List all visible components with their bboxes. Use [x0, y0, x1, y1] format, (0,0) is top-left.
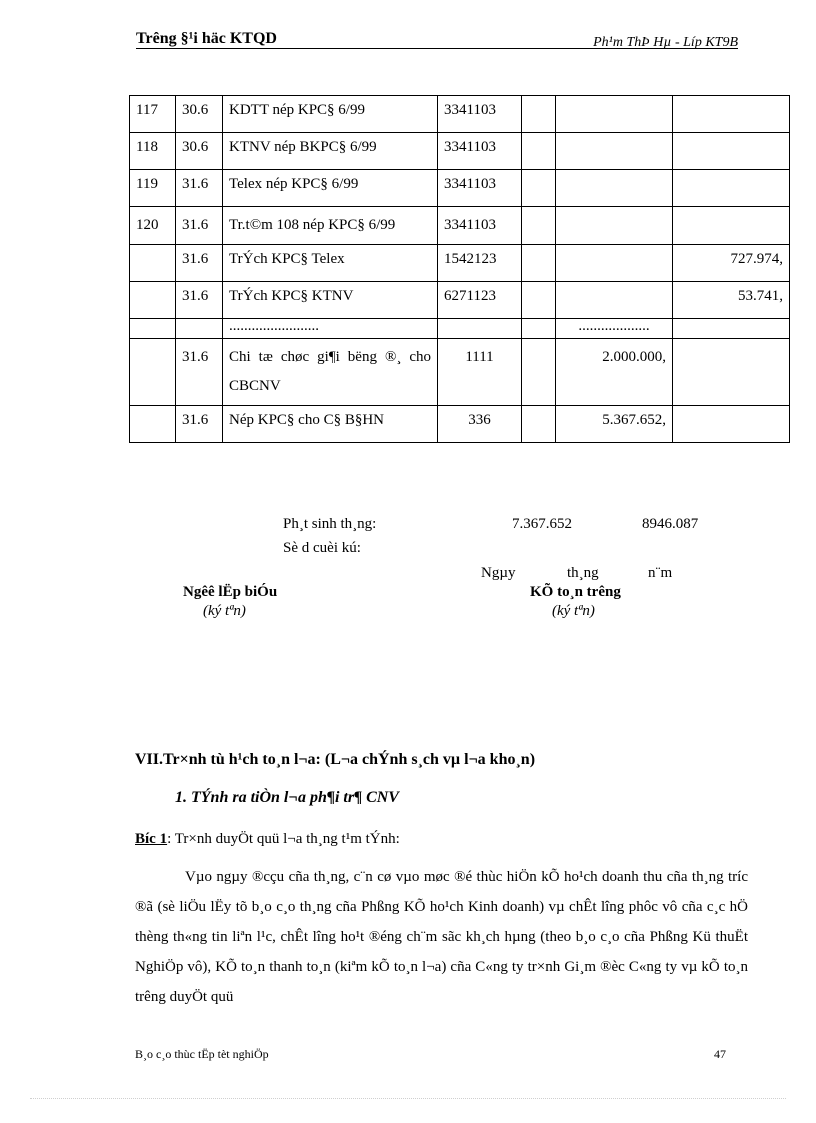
cell-row-no — [130, 406, 176, 443]
date-year: n¨m — [648, 565, 673, 581]
cell-account: 3341103 — [438, 96, 522, 133]
totals-label: Ph¸t sinh th¸ng: — [283, 516, 377, 532]
cell-date: 31.6 — [176, 245, 223, 282]
cell-description: ........................ — [223, 319, 438, 339]
cell-blank — [522, 207, 556, 245]
chief-accountant-title: KÕ to¸n trêng — [530, 584, 621, 600]
cell-debit: ................... — [556, 319, 673, 339]
section-subtitle: 1. TÝnh ra tiÒn l¬a ph¶i tr¶ CNV — [175, 789, 399, 806]
cell-account — [438, 319, 522, 339]
cell-credit: 53.741, — [673, 282, 790, 319]
ledger-row — [130, 133, 790, 170]
cell-account: 3341103 — [438, 133, 522, 170]
cell-debit — [556, 245, 673, 282]
cell-description: Tr.t©m 108 nép KPC§ 6/99 — [223, 207, 438, 245]
step-label: Bíc 1 — [135, 831, 168, 847]
cell-description: KTNV nép BKPC§ 6/99 — [223, 133, 438, 170]
cell-row-no: 118 — [130, 133, 176, 170]
cell-description: TrÝch KPC§ Telex — [223, 245, 438, 282]
ledger-row — [130, 406, 790, 443]
cell-date: 30.6 — [176, 96, 223, 133]
ledger-row — [130, 245, 790, 282]
cell-blank — [522, 406, 556, 443]
ledger-body — [130, 96, 790, 443]
cell-debit: 2.000.000, — [556, 339, 673, 406]
cell-date — [176, 319, 223, 339]
cell-date: 31.6 — [176, 282, 223, 319]
ledger-row — [130, 170, 790, 207]
cell-description: Nép KPC§ cho C§ B§HN — [223, 406, 438, 443]
cell-debit — [556, 133, 673, 170]
cell-credit — [673, 319, 790, 339]
header-school: Trêng §¹i häc KTQD — [136, 30, 277, 47]
cell-row-no — [130, 245, 176, 282]
cell-credit — [673, 96, 790, 133]
cell-credit — [673, 339, 790, 406]
preparer-title: Ngêê lËp biÓu — [183, 584, 278, 600]
cell-credit: 727.974, — [673, 245, 790, 282]
step-text: : Tr×nh duyÖt quü l¬a th¸ng t¹m tÝnh: — [167, 831, 400, 847]
cell-account: 3341103 — [438, 170, 522, 207]
cell-credit — [673, 406, 790, 443]
cell-date: 31.6 — [176, 339, 223, 406]
cell-debit — [556, 207, 673, 245]
footer-title: B¸o c¸o thùc tËp tèt nghiÖp — [135, 1047, 269, 1061]
cell-credit — [673, 207, 790, 245]
ledger-table — [129, 95, 790, 443]
cell-row-no: 117 — [130, 96, 176, 133]
cell-account: 3341103 — [438, 207, 522, 245]
header-rule — [136, 48, 738, 49]
cell-row-no: 119 — [130, 170, 176, 207]
date-month: th¸ng — [567, 565, 599, 581]
date-day: Ngµy — [481, 565, 516, 581]
cell-blank — [522, 339, 556, 406]
cell-debit — [556, 96, 673, 133]
cell-blank — [522, 133, 556, 170]
cell-row-no — [130, 319, 176, 339]
cell-description: Telex nép KPC§ 6/99 — [223, 170, 438, 207]
totals-credit: 8946.087 — [642, 516, 699, 532]
footer-rule — [30, 1098, 786, 1099]
cell-debit — [556, 282, 673, 319]
cell-credit — [673, 133, 790, 170]
cell-credit — [673, 170, 790, 207]
cell-description: Chi tæ chøc gi¶i bëng ®¸ cho CBCNV — [223, 339, 438, 406]
cell-blank — [522, 170, 556, 207]
cell-blank — [522, 319, 556, 339]
step-line — [135, 831, 400, 848]
cell-account: 6271123 — [438, 282, 522, 319]
cell-blank — [522, 245, 556, 282]
cell-date: 31.6 — [176, 406, 223, 443]
ledger-row — [130, 339, 790, 406]
cell-row-no — [130, 339, 176, 406]
cell-date: 31.6 — [176, 170, 223, 207]
cell-row-no: 120 — [130, 207, 176, 245]
header-author: Ph¹m ThÞ Hµ - Líp KT9B — [593, 35, 738, 50]
cell-account: 1111 — [438, 339, 522, 406]
page-number: 47 — [714, 1047, 726, 1061]
cell-description: TrÝch KPC§ KTNV — [223, 282, 438, 319]
cell-row-no — [130, 282, 176, 319]
cell-date: 30.6 — [176, 133, 223, 170]
totals-debit: 7.367.652 — [512, 516, 572, 532]
ledger-row — [130, 319, 790, 339]
cell-account: 1542123 — [438, 245, 522, 282]
body-paragraph — [135, 862, 748, 1012]
ledger-row — [130, 207, 790, 245]
preparer-note: (ký tªn) — [203, 603, 246, 619]
cell-debit — [556, 170, 673, 207]
ledger-row — [130, 96, 790, 133]
ledger-row — [130, 282, 790, 319]
balance-label: Sè d cuèi kú: — [283, 540, 361, 556]
paragraph-text: Vµo ngµy ®cçu cña th¸ng, c¨n cø vµo møc ®é thùc hiÖn kÕ ho¹ch doanh thu cña th¸ng tríc ®ã (sè liÖu lËy tõ b¸o c¸o th¸ng cña Phßng KÕ ho¹ch Kinh doanh) vµ chÊt lîng phôc vô cña c¸c hÖ thèng th«ng tin liªn l¹c, chÊt lîng ho¹t ®éng ch¨m sãc kh¸ch hµng (theo b¸o c¸o cña Phßng Kü thuËt NghiÖp vô), KÕ to¸n thanh to¸n (kiªm kÕ to¸n l¬a) cña C«ng ty tr×nh Gi¸m ®èc C«ng ty vµ kÕ to¸n trêng duyÖt quü — [135, 869, 748, 1005]
cell-blank — [522, 282, 556, 319]
cell-date: 31.6 — [176, 207, 223, 245]
chief-accountant-note: (ký tªn) — [552, 603, 595, 619]
section-title: VII.Tr×nh tù h¹ch to¸n l¬a: (L¬a chÝnh s¸ch vµ l¬a kho¸n) — [135, 751, 536, 768]
cell-blank — [522, 96, 556, 133]
cell-account: 336 — [438, 406, 522, 443]
cell-description: KDTT nép KPC§ 6/99 — [223, 96, 438, 133]
cell-debit: 5.367.652, — [556, 406, 673, 443]
